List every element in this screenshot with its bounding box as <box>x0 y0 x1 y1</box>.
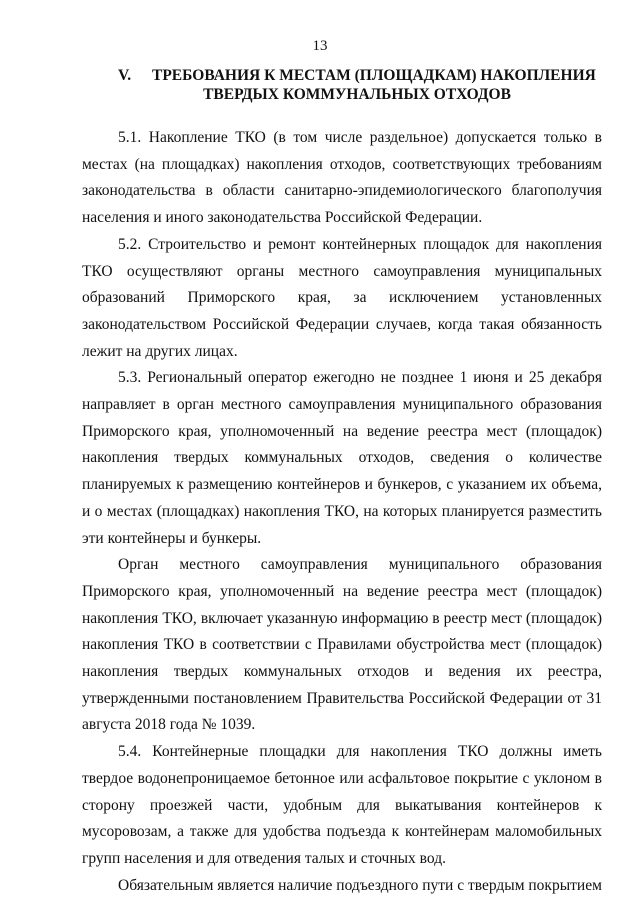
section-number: V. <box>118 67 132 84</box>
body-text <box>82 125 602 899</box>
paragraph-5-1: 5.1. Накопление ТКО (в том числе раздельное) допускается только в местах (на площадках) накопления отходов, соответствующих требованиям законодательства в области санитарно-эпидемиологического благополучия населения и иного законодательства Российской Федерации. <box>82 129 602 227</box>
paragraph-5-2: 5.2. Строительство и ремонт контейнерных площадок для накопления ТКО осуществляют органы местного самоуправления муниципальных образований Приморского края, за исключением установленных законодательством Российской Федерации случаев, когда такая обязанность лежит на других лицах. <box>82 235 602 360</box>
paragraph-organ: Орган местного самоуправления муниципального образования Приморского края, уполномоченный на ведение реестра мест (площадок) накопления ТКО, включает указанную информацию в реестр мест (площадок) накопления ТКО в соответствии с Правилами обустройства мест (площадок) накопления твердых коммунальных отходов и ведения их реестра, утвержденными постановлением Правительства Российской Федерации от 31 августа 2018 года № 1039. <box>82 556 602 734</box>
page-number: 13 <box>312 38 328 54</box>
paragraph-access-road: Обязательным является наличие подъездного пути с твердым покрытием <box>118 876 602 894</box>
paragraph-5-3: 5.3. Региональный оператор ежегодно не позднее 1 июня и 25 декабря направляет в орган местного самоуправления муниципального образования Приморского края, уполномоченный на ведение реестра мест (площадок) накопления твердых коммунальных отходов, сведения о количестве планируемых к размещению контейнеров и бункеров, с указанием их объема, и о местах (площадках) накопления ТКО, на которых планируется разместить эти контейнеры и бункеры. <box>82 369 602 547</box>
section-title-line-1: ТРЕБОВАНИЯ К МЕСТАМ (ПЛОЩАДКАМ) НАКОПЛЕНИЯ <box>152 67 596 84</box>
section-title-line-2: ТВЕРДЫХ КОММУНАЛЬНЫХ ОТХОДОВ <box>203 86 511 103</box>
paragraph-5-4: 5.4. Контейнерные площадки для накопления ТКО должны иметь твердое водонепроницаемое бетонное или асфальтовое покрытие с уклоном в сторону проезжей части, удобным для выкатывания контейнеров к мусоровозам, а также для удобства подъезда к контейнерам маломобильных групп населения и для отведения талых и сточных вод. <box>82 743 602 867</box>
